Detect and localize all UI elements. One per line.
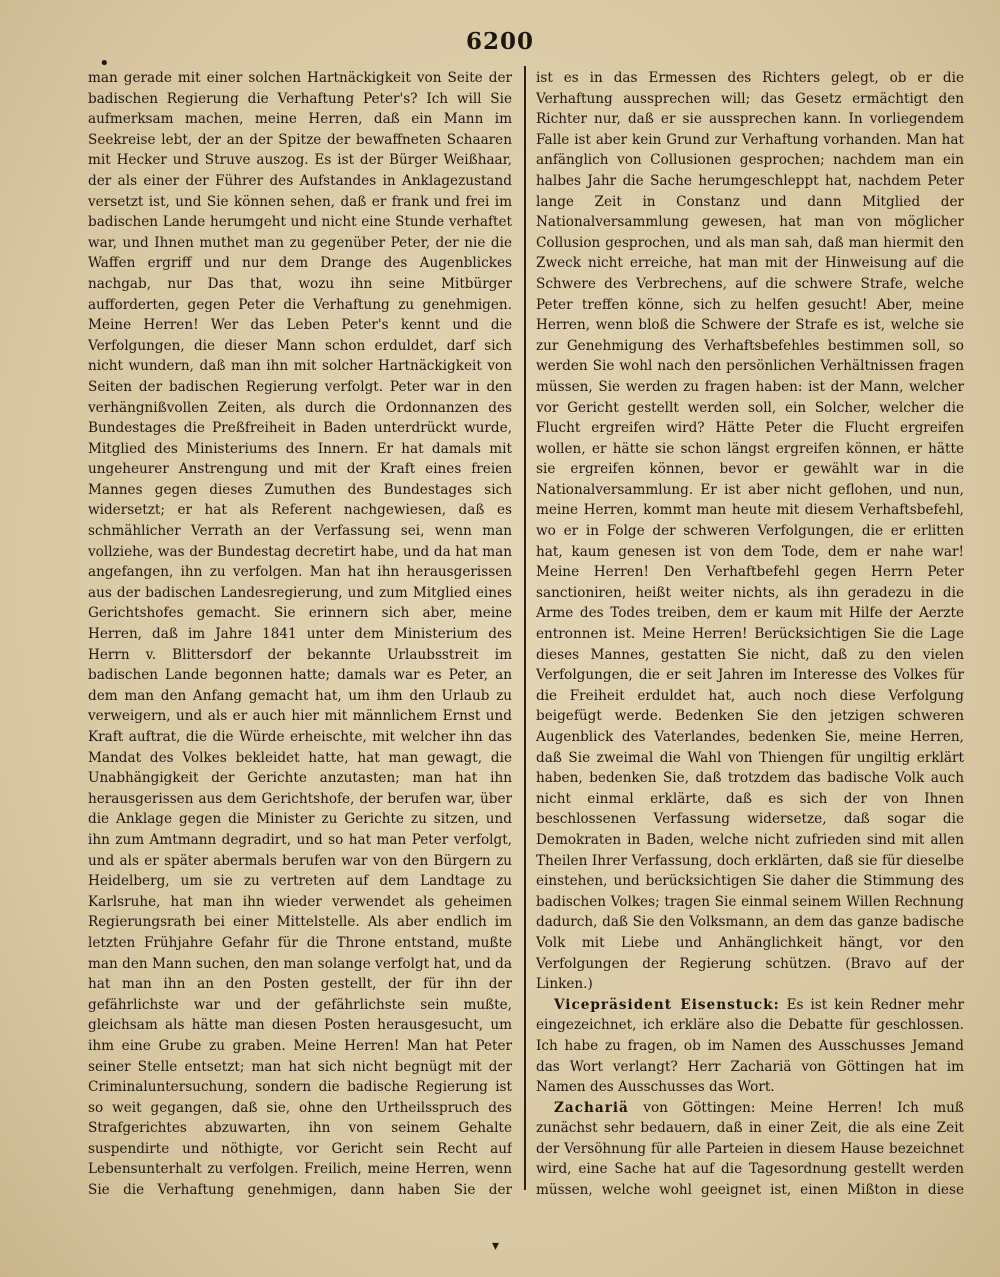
page-number: 6200 bbox=[465, 28, 534, 55]
speaker-name: Vicepräsident Eisenstuck: bbox=[554, 996, 780, 1013]
ink-dot: • bbox=[99, 53, 110, 74]
ink-mark: ▾ bbox=[492, 1238, 500, 1254]
speaker-paragraph bbox=[536, 1098, 964, 1198]
speaker-text: Es ist kein Redner mehr eingezeichnet, ich erkläre also die Debatte für geschlossen. Ich habe zu fragen, ob im Namen des Ausschusses Jemand das Wort verlangt? Herr Zachariä von Göttingen hat im Namen des Ausschusses das Wort. bbox=[536, 996, 964, 1096]
paragraph-text: ist es in das Ermessen des Richters gelegt, ob er die Verhaftung aussprechen will; das Gesetz ermächtigt den Richter nur, daß er sie aussprechen kann. In vorliegendem Falle ist aber kein Grund zur Verhaftung vorhanden. Man hat anfänglich von Collusionen gesprochen; nachdem man ein halbes Jahr die Sache herumgeschleppt hat, nachdem Peter lange Zeit in Constanz und dann Mitglied der Nationalversammlung gewesen, hat man von möglicher Collusion gesprochen, und als man sah, daß man hiermit den Zweck nicht erreiche, hat man mit der Hinweisung auf die Schwere des Verbrechens, auf die schwere Strafe, welche Peter treffen könne, sich zu helfen gesucht! Aber, meine Herren, wenn bloß die Schwere der Strafe es ist, welche sie zur Genehmigung des Verhaftsbefehles bestimmen soll, so werden Sie wohl nach den persönlichen Verhältnissen fragen müssen, Sie werden zu fragen haben: ist der Mann, welcher vor Gericht gestellt werden soll, ein Solcher, welcher die Flucht ergreifen wird? Hätte Peter die Flucht ergreifen wollen, er hätte sie schon längst ergreifen können, er hätte sie ergreifen können, bevor er gewählt war in die Nationalversammlung. Er ist aber nicht geflohen, und nun, meine Herren, kommt man heute mit diesem Verhaftsbefehl, wo er in Folge der schweren Verfolgungen, die er erlitten hat, kaum genesen ist von dem Tode, dem er nahe war! Meine Herren! Den Verhaftbefehl gegen Herrn Peter sanctioniren, heißt weiter nichts, als ihn geradezu in die Arme des Todes treiben, dem er kaum mit Hilfe der Aerzte entronnen ist. Meine Herren! Berücksichtigen Sie die Lage dieses Mannes, gestatten Sie nicht, daß zu den vielen Verfolgungen, die er seit Jahren im Interesse des Volkes für die Freiheit erduldet hat, auch noch diese Verfolgung beigefügt werde. Bedenken Sie den jetzigen schweren Augenblick des Vaterlandes, bedenken Sie, meine Herren, daß Sie zweimal die Wahl von Thiengen für ungiltig erklärt haben, bedenken Sie, daß trotzdem das badische Volk auch nicht einmal erklärte, daß es sich der von Ihnen beschlossenen Verfassung widersetze, daß sogar die Demokraten in Baden, welche nicht zufrieden sind mit allen Theilen Ihrer Verfassung, doch erklärten, daß sie für dieselbe einstehen, und berücksichtigen Sie daher die Stimmung des badischen Volkes; tragen Sie einmal seinem Willen Rechnung dadurch, daß Sie den Volksmann, an dem das ganze badische Volk mit Liebe und Anhänglichkeit hängt, vor den Verfolgungen der Regierung schützen. (Bravo auf der Linken.) bbox=[536, 70, 964, 993]
left-column-paragraph: man gerade mit einer solchen Hartnäckigkeit von Seite der badischen Regierung die Verhaftung Peter's? Ich will Sie aufmerksam machen, meine Herren, daß ein Mann im Seekreise lebt, der an der Spitze der bewaffneten Schaaren mit Hecker und Struve auszog. Es ist der Bürger Weißhaar, der als einer der Führer des Aufstandes in Anklagezustand versetzt ist, und Sie können sehen, daß er frank und frei im badischen Lande herumgeht und nicht eine Stunde verhaftet war, und Ihnen muthet man zu gegenüber Peter, der nie die Waffen ergriff und nur dem Drange des Augenblickes nachgab, nur Das that, wozu ihn seine Mitbürger aufforderten, gegen Peter die Verhaftung zu genehmigen. Meine Herren! Wer das Leben Peter's kennt und die Verfolgungen, die dieser Mann schon erduldet, darf sich nicht wundern, daß man ihn mit solcher Hartnäckigkeit von Seiten der badischen Regierung verfolgt. Peter war in den verhängnißvollen Zeiten, als durch die Ordonnanzen des Bundestages die Preßfreiheit in Baden unterdrückt wurde, Mitglied des Ministeriums des Innern. Er hat damals mit ungeheurer Anstrengung und mit der Kraft eines freien Mannes gegen dieses Zumuthen des Bundestages sich widersetzt; er hat als Referent nachgewiesen, daß es schmählicher Verrath an der Verfassung sei, wenn man vollziehe, was der Bundestag decretirt habe, und da hat man angefangen, ihn zu verfolgen. Man hat ihn herausgerissen aus der badischen Landesregierung, und zum Mitglied eines Gerichtshofes gemacht. Sie erinnern sich aber, meine Herren, daß im Jahre 1841 unter dem Ministerium des Herrn v. Blittersdorf der bekannte Urlaubsstreit im badischen Lande begonnen hatte; damals war es Peter, an dem man den Anfang gemacht hat, um ihm den Urlaub zu verweigern, und als er auch hier mit männlichem Ernst und Kraft auftrat, die die Würde erheischte, mit welcher ihn das Mandat des Volkes bekleidet hatte, hat man gewagt, die Unabhängigkeit der Gerichte anzutasten; man hat ihn herausgerissen aus dem Gerichtshofe, der berufen war, über die Anklage gegen die Minister zu Gerichte zu sitzen, und ihn zum Amtmann degradirt, und so hat man Peter verfolgt, und als er später abermals berufen war von den Bürgern zu Heidelberg, um sie zu vertreten auf dem Landtage zu Karlsruhe, hat man ihn wieder verwendet als geheimen Regierungsrath bei einer Mittelstelle. Als aber endlich im letzten Frühjahre Gefahr für die Throne entstand, mußte man den Mann suchen, den man solange verfolgt hat, und da hat man ihn an den Posten gestellt, der für ihn der gefährlichste war und der gefährlichste sein mußte, gleichsam als hätte man diesen Posten herausgesucht, um ihm eine Grube zu graben. Meine Herren! Man hat Peter seiner Stelle entsetzt; man hat sich nicht begnügt mit der Criminaluntersuchung, sondern die badische Regierung ist so weit gegangen, daß sie, ohne den Urtheilsspruch des Strafgerichtes abzuwarten, ihn von seinem Gehalte suspendirte und nöthigte, vor Gericht sein Recht auf Lebensunterhalt zu verfolgen. Freilich, meine Herren, wenn Sie die Verhaftung genehmigen, dann haben Sie der bbox=[88, 70, 512, 1198]
speaker-text: von Göttingen: Meine Herren! Ich muß zunächst sehr bedauern, daß in einer Zeit, die als eine Zeit der Versöhnung für alle Parteien in diesem Hause bezeichnet wird, eine Sache hat auf die Tagesordnung gestellt werden müssen, welche wohl geeignet ist, einen Mißton in diese bbox=[536, 1099, 964, 1198]
speaker-name: Zachariä bbox=[554, 1099, 629, 1116]
right-column bbox=[536, 68, 964, 1198]
speaker-paragraph bbox=[536, 995, 964, 1098]
column-divider bbox=[524, 66, 526, 1190]
left-column bbox=[88, 68, 512, 1198]
right-column-paragraph bbox=[536, 68, 964, 995]
